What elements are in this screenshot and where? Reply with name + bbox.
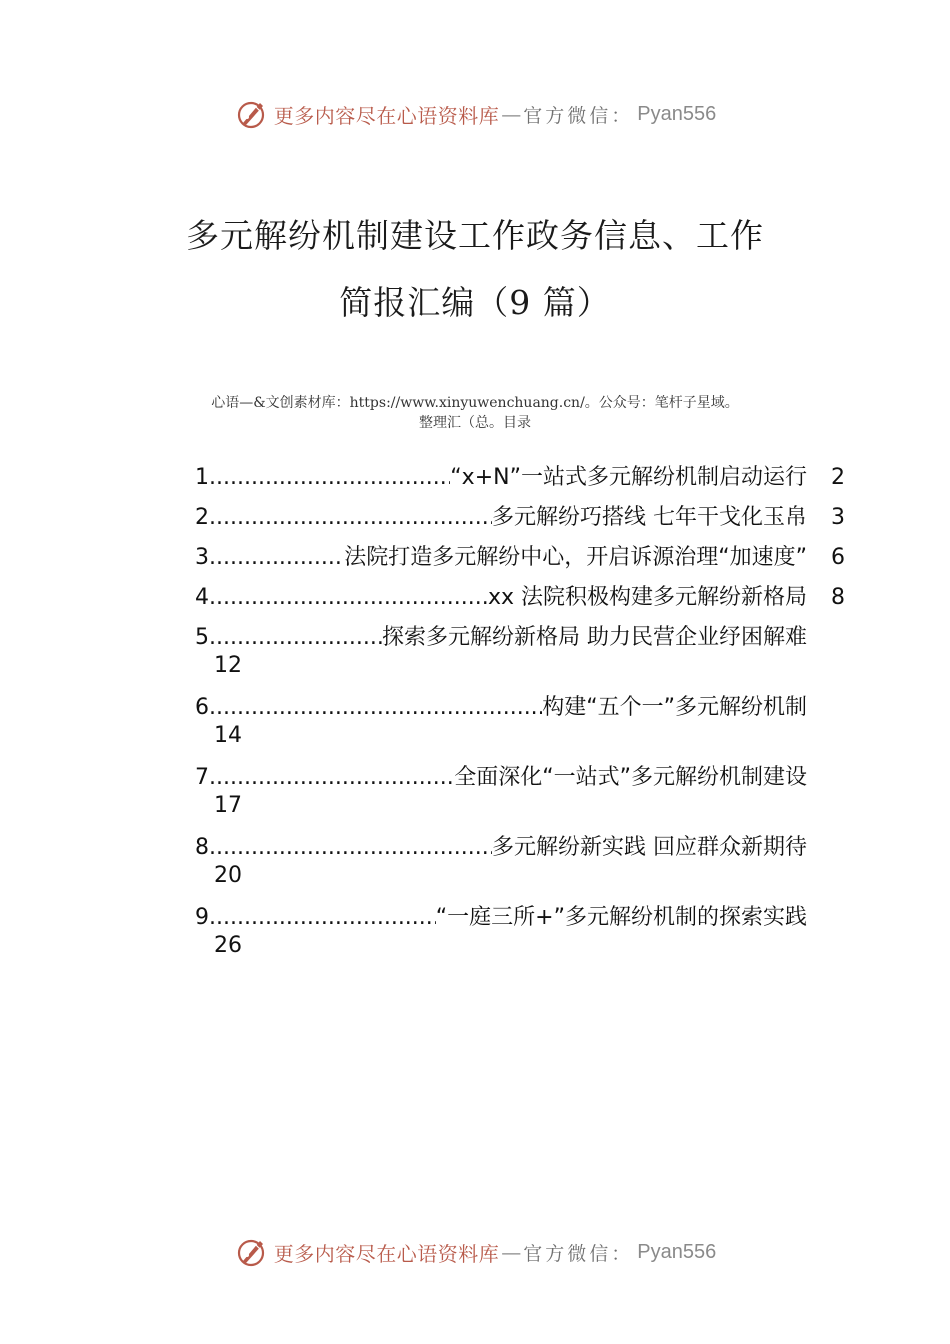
toc-item-5[interactable] <box>195 618 845 688</box>
toc-item-title: 法院打造多元解纷中心，开启诉源治理“加速度” <box>344 545 807 570</box>
document-title-line-1: 多元解纷机制建设工作政务信息、工作 <box>186 216 764 255</box>
feather-pen-logo-icon <box>234 1235 268 1269</box>
watermark-brand-text: 更多内容尽在心语资料库 <box>273 103 500 128</box>
toc-item-page: 26 <box>214 933 242 958</box>
toc-dot-leader <box>209 758 454 798</box>
toc-item-9[interactable] <box>195 898 845 968</box>
toc-item-number: 7 <box>195 765 209 790</box>
watermark-account: Pyan556 <box>637 102 717 125</box>
toc-item-number: 6 <box>195 695 209 720</box>
toc-item-title: 探索多元解纷新格局 助力民营企业纾困解难 <box>382 625 807 650</box>
toc-item-number: 3 <box>195 545 209 570</box>
toc-item-number: 9 <box>195 905 209 930</box>
source-note <box>0 393 950 433</box>
watermark-dash: — <box>501 102 522 126</box>
toc-item-title: 多元解纷新实践 回应群众新期待 <box>492 835 807 860</box>
toc-dot-leader <box>209 498 492 538</box>
feather-pen-logo-icon <box>234 97 268 131</box>
toc-item-number: 1 <box>195 465 209 490</box>
toc-dot-leader <box>209 688 542 728</box>
toc-item-1[interactable] <box>195 458 845 498</box>
toc-item-4[interactable] <box>195 578 845 618</box>
toc-item-title: 全面深化“一站式”多元解纷机制建设 <box>454 765 807 790</box>
toc-item-page: 2 <box>831 465 845 490</box>
toc-item-2[interactable] <box>195 498 845 538</box>
toc-item-number: 2 <box>195 505 209 530</box>
toc-item-page: 20 <box>214 863 242 888</box>
watermark-banner-bottom <box>0 1230 950 1274</box>
toc-item-title: “x+N”一站式多元解纷机制启动运行 <box>450 465 807 490</box>
toc-item-page: 14 <box>214 723 242 748</box>
watermark-account: Pyan556 <box>637 1240 717 1263</box>
toc-item-page: 3 <box>831 505 845 530</box>
toc-item-title: xx 法院积极构建多元解纷新格局 <box>487 585 807 610</box>
table-of-contents <box>195 458 845 968</box>
watermark-banner-top <box>0 92 950 136</box>
toc-item-8[interactable] <box>195 828 845 898</box>
toc-item-title: 多元解纷巧搭线 七年干戈化玉帛 <box>492 505 807 530</box>
toc-item-6[interactable] <box>195 688 845 758</box>
toc-item-number: 4 <box>195 585 209 610</box>
toc-item-7[interactable] <box>195 758 845 828</box>
toc-dot-leader <box>209 458 450 498</box>
document-title-line-2: 简报汇编（9 篇） <box>339 283 611 322</box>
toc-item-page: 6 <box>831 545 845 570</box>
watermark-wechat-label: 官方微信： <box>523 1242 634 1265</box>
watermark-wechat-label: 官方微信： <box>523 104 634 127</box>
source-note-line-1: 心语—&文创素材库：https://www.xinyuwenchuang.cn/。公众号：笔杆子星域。 <box>211 395 739 411</box>
toc-item-page: 12 <box>214 653 242 678</box>
toc-item-title: 构建“五个一”多元解纷机制 <box>542 695 807 720</box>
toc-item-title: “一庭三所+”多元解纷机制的探索实践 <box>435 905 807 930</box>
toc-dot-leader <box>209 578 488 618</box>
toc-dot-leader <box>209 828 492 868</box>
toc-dot-leader <box>209 538 344 578</box>
toc-dot-leader <box>209 898 436 938</box>
toc-item-number: 8 <box>195 835 209 860</box>
toc-item-page: 8 <box>831 585 845 610</box>
toc-item-page: 17 <box>214 793 242 818</box>
toc-item-3[interactable] <box>195 538 845 578</box>
watermark-dash: — <box>501 1240 522 1264</box>
toc-item-number: 5 <box>195 625 209 650</box>
watermark-brand-text: 更多内容尽在心语资料库 <box>273 1241 500 1266</box>
source-note-line-2: 整理汇（总。目录 <box>419 415 531 431</box>
